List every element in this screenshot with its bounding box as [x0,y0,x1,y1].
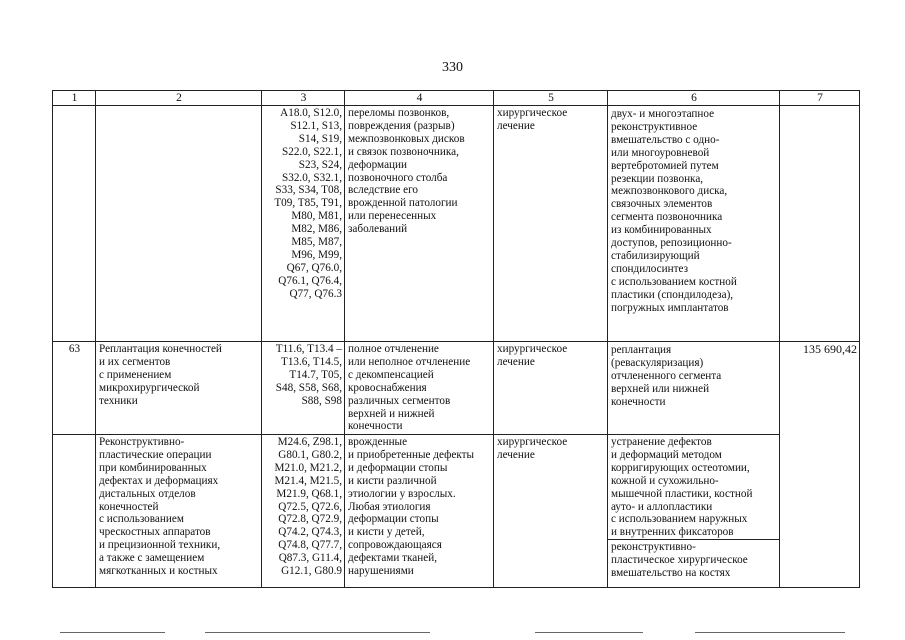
text-line: S48, S58, S68, [275,381,342,394]
text-line: реплантация [611,344,672,356]
text-line: мягкотканных и костных [99,565,218,578]
text-line: двух- и многоэтапное [611,108,715,120]
cell-number [53,435,96,588]
text-line: реконструктивное [611,120,698,133]
text-line: врожденные [348,436,408,448]
text-line: S12.1, S13, [290,119,342,132]
method-block [608,540,779,580]
tariff-table [52,90,860,588]
text-line: доступов, репозиционно- [611,237,732,250]
text-line: вмешательство на костях [611,567,731,580]
text-line: и их сегментов [99,355,171,368]
text-line: устранение дефектов [611,436,712,448]
text-line: T14.7, T05, [289,368,342,381]
text-line: T13.6, T14.5, [280,355,342,368]
text-line: M21.9, Q68.1, [276,487,342,500]
text-line: повреждения (разрыв) [348,119,455,132]
text-line: нарушениями [348,565,414,578]
text-line: стабилизирующий [611,249,700,262]
text-line: T11.6, T13.4 – [275,343,342,355]
text-line: вертебротомией путем [611,159,719,172]
page-edge-line [535,632,643,633]
text-line: дефектах и деформациях [99,474,219,487]
text-line: врожденной патологии [348,197,458,210]
text-line: Q72.5, Q72.6, [278,500,342,513]
cell-codes [262,106,345,342]
cell-treatment [494,106,608,342]
cell-condition [345,435,494,588]
cell-number: 63 [53,342,96,435]
text-line: лечение [497,119,535,132]
page-edge-line [60,632,165,633]
table-row [53,106,860,342]
text-line: деформации [348,158,407,171]
text-line: заболеваний [348,223,408,236]
cell-number [53,106,96,342]
text-line: G12.1, G80.9 [281,565,342,578]
text-line: и связок позвоночника, [348,145,459,158]
cell-price [780,106,860,342]
text-line: сегмента позвоночника [611,211,723,224]
text-line: S32.0, S32.1, [282,171,342,184]
cell-methods [608,342,780,435]
text-line: S33, S34, T08, [275,184,342,197]
text-line: хирургическое [497,436,568,448]
text-line: и внутренних фиксаторов [611,526,734,539]
text-line: Q77, Q76.3 [289,287,342,300]
header-row [53,91,860,106]
text-line: и деформации стопы [348,461,448,474]
text-line: или многоуровневой [611,146,710,159]
text-line: A18.0, S12.0, [280,107,342,119]
text-line: верхней или нижней [611,382,710,395]
method-block [608,435,779,540]
text-line: конечностей [99,500,159,513]
text-line: межпозвонковых дисков [348,132,465,145]
text-line: или перенесенных [348,210,437,223]
text-line: (реваскуляризация) [611,356,704,369]
cell-treatment [494,342,608,435]
text-line: G80.1, G80.2, [278,448,342,461]
text-line: лечение [497,355,535,368]
text-line: M85, M87, [291,236,342,249]
text-line: и приобретенные дефекты [348,448,475,461]
method-block [608,343,779,409]
text-line: различных сегментов [348,394,451,407]
text-line: S14, S19, [298,132,342,145]
text-line: спондилосинтез [611,262,689,275]
header-cell: 4 [345,91,494,106]
text-line: Реплантация конечностей [99,343,222,355]
text-line: из комбинированных [611,224,712,237]
text-line: T09, T85, T91, [274,197,342,210]
text-line: Q76.1, Q76.4, [278,274,342,287]
text-line: этиологии у взрослых. [348,487,456,500]
header-cell: 5 [494,91,608,106]
cell-methods [608,435,780,588]
text-line: и прецизионной техники, [99,539,221,552]
text-line: реконструктивно- [611,541,696,554]
header-cell: 7 [780,91,860,106]
text-line: M24.6, Z98.1, [277,436,342,448]
text-line: Q74.2, Q74.3, [278,526,342,539]
cell-condition [345,342,494,435]
text-line: конечности [348,420,403,433]
cell-condition [345,106,494,342]
text-line: погружных имплантатов [611,301,729,314]
header-cell: 3 [262,91,345,106]
text-line: Реконструктивно- [99,436,185,448]
text-line: Q87.3, G11.4, [278,552,342,565]
text-line: Q74.8, Q77.7, [278,539,342,552]
text-line: отчлененного сегмента [611,369,722,382]
text-line: лечение [497,448,535,461]
text-line: Любая этиология [348,500,431,513]
page-number: 330 [442,60,463,75]
cell-name [96,106,262,342]
text-line: вмешательство с одно- [611,133,720,146]
cell-methods [608,106,780,342]
text-line: при комбинированных [99,461,207,474]
text-line: с использованием костной [611,275,737,288]
text-line: ауто- и аллопластики [611,500,713,513]
text-line: мышечной пластики, костной [611,487,753,500]
header-cell: 2 [96,91,262,106]
text-line: пластическое хирургическое [611,554,748,567]
text-line: полное отчленение [348,343,439,355]
header-cell: 1 [53,91,96,106]
text-line: конечности [611,395,666,408]
text-line: кровоснабжения [348,381,427,394]
cell-codes [262,435,345,588]
text-line: связочных элементов [611,198,713,211]
text-line: с декомпенсацией [348,368,434,381]
text-line: чрескостных аппаратов [99,526,211,539]
text-line: а также с замещением [99,552,205,565]
text-line: пластики (спондилодеза), [611,288,734,301]
text-line: M21.4, M21.5, [274,474,342,487]
text-line: хирургическое [497,343,568,355]
text-line: вследствие его [348,184,419,197]
text-line: M21.0, M21.2, [274,461,342,474]
text-line: или неполное отчленение [348,355,471,368]
cell-name [96,435,262,588]
header-cell: 6 [608,91,780,106]
text-line: с использованием наружных [611,513,748,526]
text-line: и кисти у детей, [348,526,425,539]
text-line: дефектами тканей, [348,552,438,565]
text-line: кожной и сухожильно- [611,474,719,487]
page-edge-line [205,632,430,633]
method-block [608,107,779,315]
text-line: S88, S98 [301,394,342,407]
page-edge-line [695,632,845,633]
text-line: верхней и нижней [348,407,435,420]
text-line: Q67, Q76.0, [286,261,342,274]
cell-codes [262,342,345,435]
text-line: сопровождающаяся [348,539,442,552]
text-line: S22.0, S22.1, [282,145,342,158]
text-line: деформации стопы [348,513,439,526]
table-row [53,435,860,588]
text-line: хирургическое [497,107,568,119]
text-line: и деформаций методом [611,448,722,461]
text-line: Q72.8, Q72.9, [278,513,342,526]
text-line: с использованием [99,513,184,526]
text-line: с применением [99,368,172,381]
table-row [53,342,860,435]
text-line: пластические операции [99,448,212,461]
text-line: S23, S24, [298,158,342,171]
text-line: M82, M86, [291,223,342,236]
cell-treatment [494,435,608,588]
text-line: M96, M99, [291,248,342,261]
cell-price: 135 690,42 [780,342,860,588]
text-line: корригирующих остеотомии, [611,461,750,474]
text-line: резекции позвонка, [611,172,704,185]
text-line: межпозвонкового диска, [611,185,728,198]
text-line: переломы позвонков, [348,107,450,119]
cell-name [96,342,262,435]
text-line: и кисти различной [348,474,437,487]
text-line: M80, M81, [291,210,342,223]
text-line: позвоночного столба [348,171,448,184]
text-line: дистальных отделов [99,487,196,500]
text-line: техники [99,394,138,407]
text-line: микрохирургической [99,381,200,394]
